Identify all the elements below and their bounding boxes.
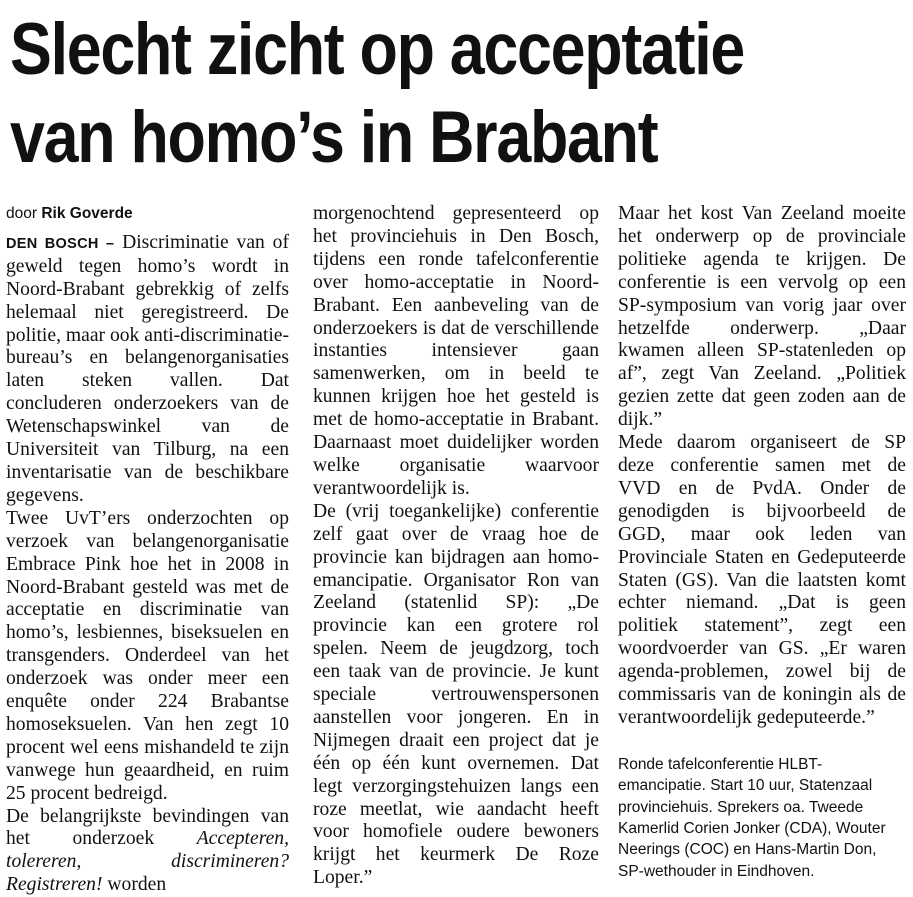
- paragraph: De (vrij toegankelijke) conferentie zelf gaat over de vraag hoe de provincie kan bijdragen aan homo-emancipatie. Organisator Ron van Zeeland (statenlid SP): „De provincie kan een grotere rol spelen. Neem de jeugdzorg, toch een taak van de provincie. Je kunt speciale vertrouwenspersonen aanstellen voor jongeren. En in Nijmegen draait een project dat je één op één kunt overnemen. Dat legt verzorgingstehuizen langs een roze meetlat, wie aandacht heeft voor homofiele oudere bewoners krijgt het keurmerk De Roze Loper.”: [313, 500, 599, 889]
- event-info: Ronde tafelconferentie HLBT-emancipatie. Start 10 uur, Statenzaal provinciehuis. Sprekers oa. Tweede Kamerlid Corien Jonker (CDA), Wouter Neerings (COC) en Hans-Martin Don, SP-wethouder in Eindhoven.: [618, 755, 886, 880]
- headline-line-2: van homo’s in Brabant: [10, 97, 658, 178]
- byline-prefix: door: [6, 205, 38, 222]
- byline-author: Rik Goverde: [41, 205, 133, 222]
- headline-line-1: Slecht zicht op acceptatie: [10, 9, 744, 90]
- paragraph: morgenochtend gepresenteerd op het provinciehuis in Den Bosch, tijdens een ronde tafelconferentie over homo-acceptatie in Noord-Brabant. Een aanbeveling van de onderzoekers is dat de verschillende instanties intensiever gaan samenwerken, om in beeld te kunnen krijgen hoe het gesteld is met de homo-acceptatie in Brabant. Daarnaast moet duidelijker worden welke organisatie waarvoor verantwoordelijk is.: [313, 203, 599, 499]
- paragraph-text: worden: [102, 874, 167, 896]
- byline: [6, 203, 289, 226]
- paragraph: Maar het kost Van Zeeland moeite het onderwerp op de provinciale politieke agenda te krijgen. De conferentie is een vervolg op een SP-symposium van vorig jaar over hetzelfde onderwerp. „Daar kwamen alleen SP-statenleden op af”, zegt Van Zeeland. „Politiek gezien zette dat geen zoden aan de dijk.”: [618, 203, 906, 431]
- dateline: DEN BOSCH –: [6, 235, 115, 252]
- paragraph: Mede daarom organiseert de SP deze conferentie samen met de VVD en de PvdA. Onder de genodigden is bijvoorbeeld de GGD, maar ook leden van Provinciale Staten en Gedeputeerde Staten (GS). Van die laatsten komt echter niemand. „Dat is geen politiek statement”, zegt een woordvoerder van GS. „Er waren agenda-problemen, zowel bij de commissaris van de koningin als de verantwoordelijk gedeputeerde.”: [618, 432, 906, 728]
- paragraph-text: De belangrijkste bevindingen van het onderzoek: [6, 805, 289, 850]
- paragraph: [6, 806, 289, 897]
- headline: [10, 6, 784, 182]
- article-column-2: [313, 203, 599, 890]
- article-column-1: [6, 203, 289, 897]
- report-title: Accepteren, tolereren, discrimineren? Registreren!: [6, 828, 289, 896]
- lead-text: Discriminatie van of geweld tegen homo’s wordt in Noord-Brabant gebrekkig of zelfs helemaal niet geregistreerd. De politie, maar ook anti-discriminatie-bureau’s en belangenorganisaties laten steken vallen. Dat concluderen onderzoekers van de Wetenschapswinkel van de Universiteit van Tilburg, na een inventarisatie van de beschikbare gegevens.: [6, 231, 289, 506]
- lead-paragraph: [6, 232, 289, 508]
- paragraph: Twee UvT’ers onderzochten op verzoek van belangenorganisatie Embrace Pink hoe het in 2008 in Noord-Brabant gesteld was met de acceptatie en discriminatie van homo’s, lesbiennes, biseksuelen en transgenders. Onderdeel van het onderzoek was onder meer een enquête onder 224 Brabantse homoseksuelen. Van hen zegt 10 procent wel eens mishandeld te zijn vanwege hun geaardheid, en ruim 25 procent bedreigd.: [6, 507, 289, 804]
- article-column-3: [618, 203, 906, 882]
